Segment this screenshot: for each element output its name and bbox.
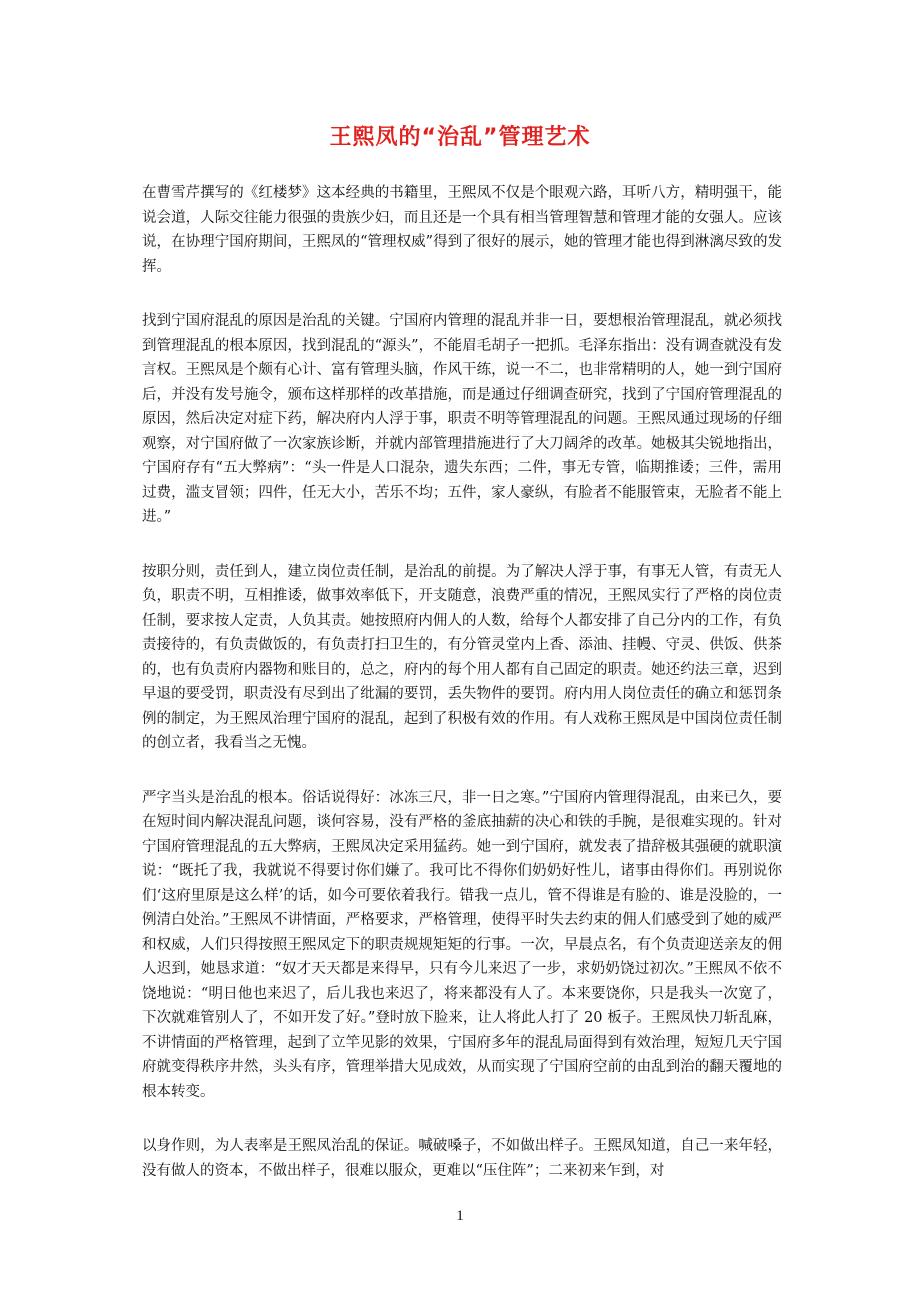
paragraph-intro: 在曹雪芹撰写的《红楼梦》这本经典的书籍里，王熙凤不仅是个眼观六路，耳听八方，精明强干，能说会道，人际交往能力很强的贵族少妇，而且还是一个具有相当管理智慧和管理才能的女强人。应该说，在协理宁国府期间，王熙凤的“管理权威”得到了很好的展示，她的管理才能也得到淋漓尽致的发挥。 [142, 185, 782, 275]
paragraph-find-cause: 找到宁国府混乱的原因是治乱的关键。宁国府内管理的混乱并非一日，要想根治管理混乱，就必须找到管理混乱的根本原因，找到混乱的“源头”，不能眉毛胡子一把抓。毛泽东指出：没有调查就没有发言权。王熙凤是个颇有心计、富有管理头脑，作风干练，说一不二，也非常精明的人，她一到宁国府后，并没有发号施令，颁布这样那样的改革措施，而是通过仔细调查研究，找到了宁国府管理混乱的原因，然后决定对症下药，解决府内人浮于事，职责不明等管理混乱的问题。王熙凤通过现场的仔细观察，对宁国府做了一次家族诊断，并就内部管理措施进行了大刀阔斧的改革。她极其尖锐地指出，宁国府存有“五大弊病”：“头一件是人口混杂，遗失东西；二件，事无专管，临期推诿；三件，需用过费，滥支冒领；四件，任无大小，苦乐不均；五件，家人豪纵，有脸者不能服管束，无脸者不能上进。” [142, 313, 782, 525]
page-number: 1 [456, 1208, 464, 1224]
document-body [142, 181, 782, 1213]
paragraph-responsibility: 按职分则，责任到人，建立岗位责任制，是治乱的前提。为了解决人浮于事，有事无人管，有责无人负，职责不明，互相推诿，做事效率低下，开支随意，浪费严重的情况，王熙凤实行了严格的岗位责任制，要求按人定责，人负其责。她按照府内佣人的人数，给每个人都安排了自己分内的工作，有负责接待的，有负责做饭的，有负责打扫卫生的，有分管灵堂内上香、添油、挂幔、守灵、供饭、供茶的，也有负责府内器物和账目的，总之，府内的每个用人都有自己固定的职责。她还约法三章，迟到早退的要受罚，职责没有尽到出了纰漏的要罚，丢失物件的要罚。府内用人岗位责任的确立和惩罚条例的制定，为王熙凤治理宁国府的混乱，起到了积极有效的作用。有人戏称王熙凤是中国岗位责任制的创立者，我看当之无愧。 [142, 563, 782, 751]
paragraph-lead-by-example: 以身作则，为人表率是王熙凤治乱的保证。喊破嗓子，不如做出样子。王熙凤知道，自己一来年轻，没有做人的资本，不做出样子，很难以服众，更难以“压住阵”；二来初来乍到，对 [142, 1138, 782, 1179]
paragraph-strictness: 严字当头是治乱的根本。俗话说得好：冰冻三尺，非一日之寒。”宁国府内管理得混乱，由来已久，要在短时间内解决混乱问题，谈何容易，没有严格的釜底抽薪的决心和铁的手腕，是很难实现的。针对宁国府管理混乱的五大弊病，王熙凤决定采用猛药。她一到宁国府，就发表了措辞极其强硬的就职演说：“既托了我，我就说不得要讨你们嫌了。我可比不得你们奶奶好性儿，诸事由得你们。再别说你们‘这府里原是这么样’的话，如今可要依着我行。错我一点儿，管不得谁是有脸的、谁是没脸的，一例清白处治。”王熙凤不讲情面，严格要求，严格管理，使得平时失去约束的佣人们感受到了她的威严和权威，人们只得按照王熙凤定下的职责规规矩矩的行事。一次，早晨点名，有个负责迎送亲友的佣人迟到，她恳求道：“奴才天天都是来得早，只有今儿来迟了一步，求奶奶饶过初次。”王熙凤不依不饶地说：“明日他也来迟了，后儿我也来迟了，将来都没有人了。本来要饶你，只是我头一次宽了，下次就难管别人了，不如开发了好。”登时放下脸来，让人将此人打了 20 板子。王熙凤快刀斩乱麻，不讲情面的严格管理，起到了立竿见影的效果，宁国府多年的混乱局面得到有效治理，短短几天宁国府就变得秩序井然，头头有序，管理举措大见成效，从而实现了宁国府空前的由乱到治的翻天覆地的根本转变。 [142, 789, 782, 1100]
page-title: 王熙凤的“治乱”管理艺术 [329, 125, 591, 150]
